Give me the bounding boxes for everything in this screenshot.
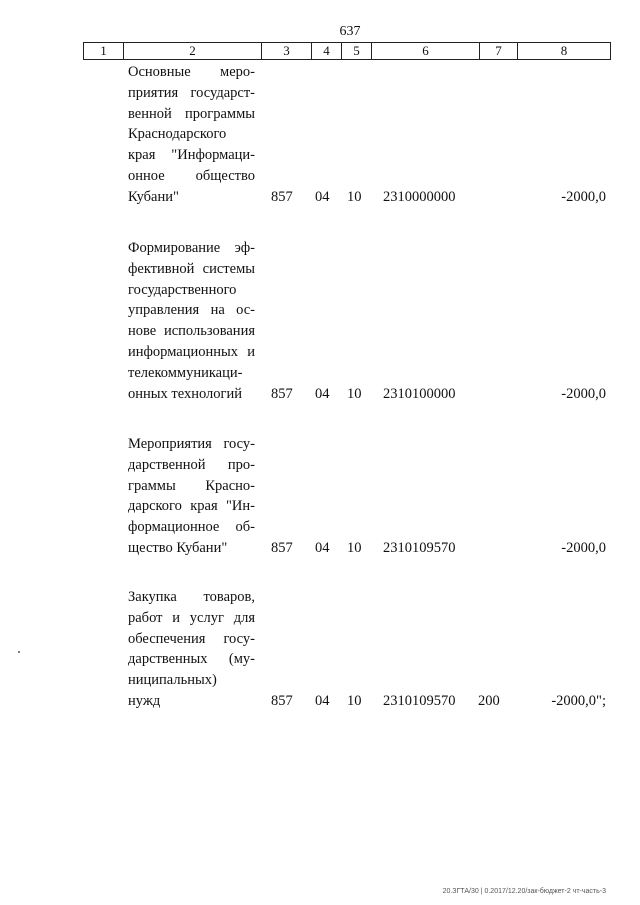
description-line: края "Информаци-: [128, 147, 255, 164]
cell-target-article: 2310100000: [383, 385, 456, 402]
document-footer: 20.ЗГТА/30 | 0.2017/12.20/зак-бюджет-2 чт-часть-3: [442, 888, 606, 895]
page-number: 637: [339, 24, 361, 39]
description-line: Основные меро-: [128, 64, 255, 80]
description-line: Краснодарского: [128, 126, 227, 143]
cell-amount: -2000,0";: [551, 693, 606, 709]
description-line: венной программы: [128, 105, 255, 122]
description-line: Мероприятия госу-: [128, 436, 255, 452]
cell-subsection: 10: [347, 188, 362, 205]
description-line: дарственных (му-: [128, 651, 255, 668]
column-header: 3: [262, 43, 312, 59]
description-line: фективной системы: [128, 260, 255, 277]
cell-amount: -2000,0: [561, 540, 606, 556]
cell-subsection: 10: [347, 385, 362, 402]
column-header: 6: [372, 43, 480, 59]
cell-target-article: 2310109570: [383, 693, 456, 709]
column-header: 5: [342, 43, 372, 59]
cell-ministry-code: 857: [271, 540, 293, 556]
cell-section: 04: [315, 540, 330, 556]
cell-amount: -2000,0: [561, 188, 606, 205]
cell-expense-type: 200: [478, 693, 500, 709]
description-line: информационных и: [128, 343, 255, 360]
scan-speck: [18, 651, 20, 653]
description-line: Кубани": [128, 188, 179, 205]
description-line: формационное об-: [128, 519, 255, 536]
cell-section: 04: [315, 385, 330, 402]
cell-section: 04: [315, 188, 330, 205]
cell-section: 04: [315, 693, 330, 709]
row-description: [128, 238, 255, 404]
column-header: 1: [84, 43, 124, 59]
column-header: 8: [560, 43, 568, 58]
cell-subsection: 10: [347, 540, 362, 556]
description-line: дарственной про-: [128, 456, 255, 473]
cell-amount: -2000,0: [561, 385, 606, 402]
column-header: 4: [312, 43, 342, 59]
description-line: Формирование эф-: [128, 240, 255, 256]
description-line: управления на ос-: [128, 302, 255, 319]
description-line: нужд: [128, 692, 161, 709]
description-line: граммы Красно-: [128, 477, 255, 494]
description-line: Закупка товаров,: [128, 589, 255, 605]
description-line: телекоммуникаци-: [128, 364, 243, 381]
description-line: приятия государст-: [128, 84, 255, 101]
cell-target-article: 2310000000: [383, 188, 456, 205]
column-header: 7: [480, 43, 518, 59]
row-description: [128, 62, 255, 208]
description-line: обеспечения госу-: [128, 630, 255, 647]
row-description: [128, 434, 255, 559]
row-description: [128, 587, 255, 712]
description-line: онных технологий: [128, 385, 242, 402]
description-line: работ и услуг для: [128, 609, 255, 626]
description-line: государственного: [128, 281, 237, 298]
column-header: 2: [124, 43, 262, 59]
description-line: нове использования: [128, 323, 255, 340]
cell-ministry-code: 857: [271, 693, 293, 709]
cell-ministry-code: 857: [271, 385, 293, 402]
description-line: ниципальных): [128, 672, 217, 689]
cell-target-article: 2310109570: [383, 540, 456, 556]
description-line: щество Кубани": [128, 539, 228, 556]
cell-subsection: 10: [347, 693, 362, 709]
description-line: онное общество: [128, 167, 255, 184]
cell-ministry-code: 857: [271, 188, 293, 205]
column-header-row: [83, 42, 611, 60]
description-line: дарского края "Ин-: [128, 498, 255, 515]
